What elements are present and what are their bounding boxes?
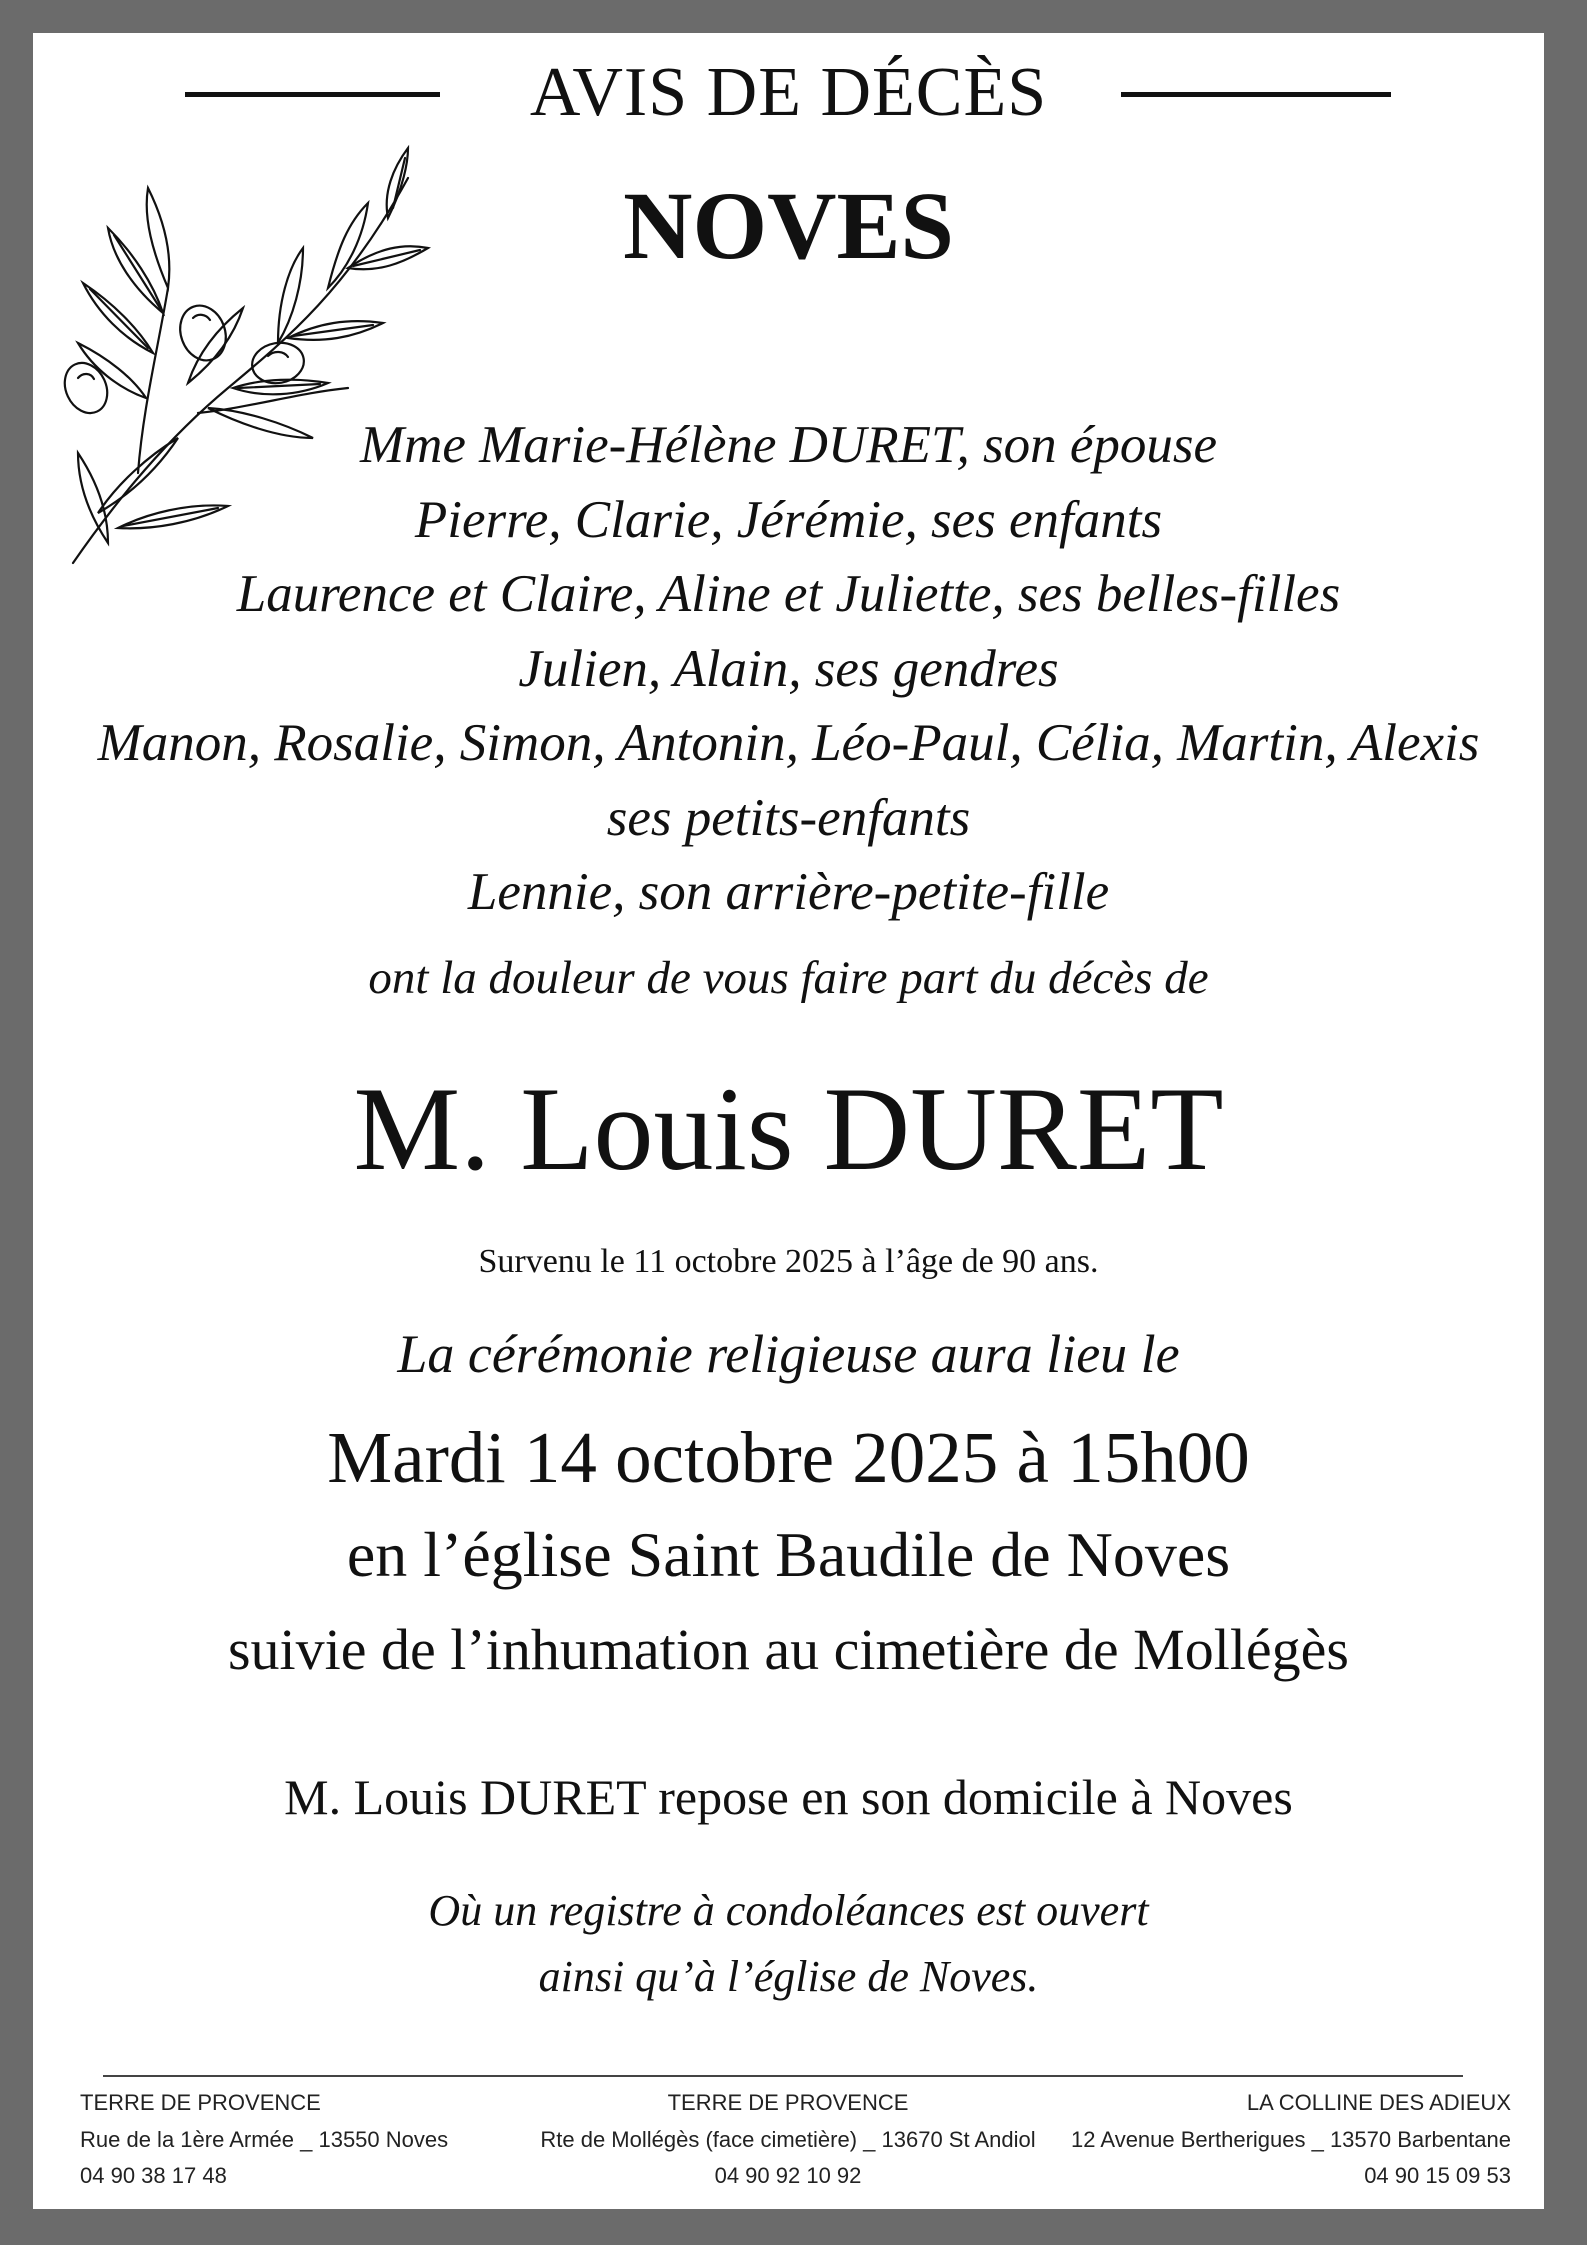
funeral-home-phone: 04 90 92 10 92 bbox=[714, 2163, 862, 2188]
funeral-home-phone: 04 90 15 09 53 bbox=[1364, 2163, 1511, 2188]
funeral-home-name: TERRE DE PROVENCE bbox=[667, 2090, 909, 2115]
funeral-home-phone: 04 90 38 17 48 bbox=[80, 2163, 227, 2188]
footer-contact-middle bbox=[483, 2085, 1093, 2195]
funeral-home-name: TERRE DE PROVENCE bbox=[80, 2090, 321, 2115]
city-name: NOVES bbox=[623, 172, 954, 279]
family-line: Manon, Rosalie, Simon, Antonin, Léo-Paul, Célia, Martin, Alexis bbox=[97, 714, 1480, 772]
family-line: ses petits-enfants bbox=[606, 788, 971, 847]
family-line: Pierre, Clarie, Jérémie, ses enfants bbox=[414, 490, 1163, 549]
condolence-registry bbox=[33, 1878, 1544, 2010]
family-line: Laurence et Claire, Aline et Juliette, ses belles-filles bbox=[236, 565, 1341, 623]
resting-info: M. Louis DURET repose en son domicile à Noves bbox=[284, 1769, 1293, 1825]
funeral-home-address: Rte de Mollégès (face cimetière) _ 13670 St Andiol bbox=[540, 2126, 1036, 2152]
ceremony-date: Mardi 14 octobre 2025 à 15h00 bbox=[327, 1417, 1250, 1498]
footer-contact-left bbox=[80, 2085, 448, 2195]
registry-line: ainsi qu’à l’église de Noves. bbox=[538, 1952, 1039, 2001]
funeral-home-name: LA COLLINE DES ADIEUX bbox=[1246, 2090, 1511, 2115]
family-list bbox=[33, 408, 1544, 930]
footer-contact-right bbox=[1071, 2085, 1511, 2195]
burial-info: suivie de l’inhumation au cimetière de Mollégès bbox=[227, 1617, 1349, 1682]
family-line: Mme Marie-Hélène DURET, son épouse bbox=[359, 416, 1218, 474]
funeral-home-address: 12 Avenue Bertherigues _ 13570 Barbentane bbox=[1071, 2126, 1511, 2152]
ceremony-place: en l’église Saint Baudile de Noves bbox=[346, 1519, 1231, 1590]
funeral-home-address: Rue de la 1ère Armée _ 13550 Noves bbox=[80, 2126, 449, 2152]
deceased-name: M. Louis DURET bbox=[353, 1062, 1224, 1195]
death-info: Survenu le 11 octobre 2025 à l’âge de 90 ans. bbox=[478, 1243, 1099, 1280]
notice-title: AVIS DE DÉCÈS bbox=[529, 54, 1048, 131]
family-line: Lennie, son arrière-petite-fille bbox=[467, 863, 1110, 921]
ceremony-intro: La cérémonie religieuse aura lieu le bbox=[397, 1324, 1180, 1384]
registry-line: Où un registre à condoléances est ouvert bbox=[428, 1886, 1149, 1935]
announcement-intro: ont la douleur de vous faire part du décès de bbox=[368, 952, 1209, 1004]
obituary-notice bbox=[33, 33, 1544, 2209]
footer-divider bbox=[103, 2075, 1463, 2077]
family-line: Julien, Alain, ses gendres bbox=[518, 639, 1059, 698]
